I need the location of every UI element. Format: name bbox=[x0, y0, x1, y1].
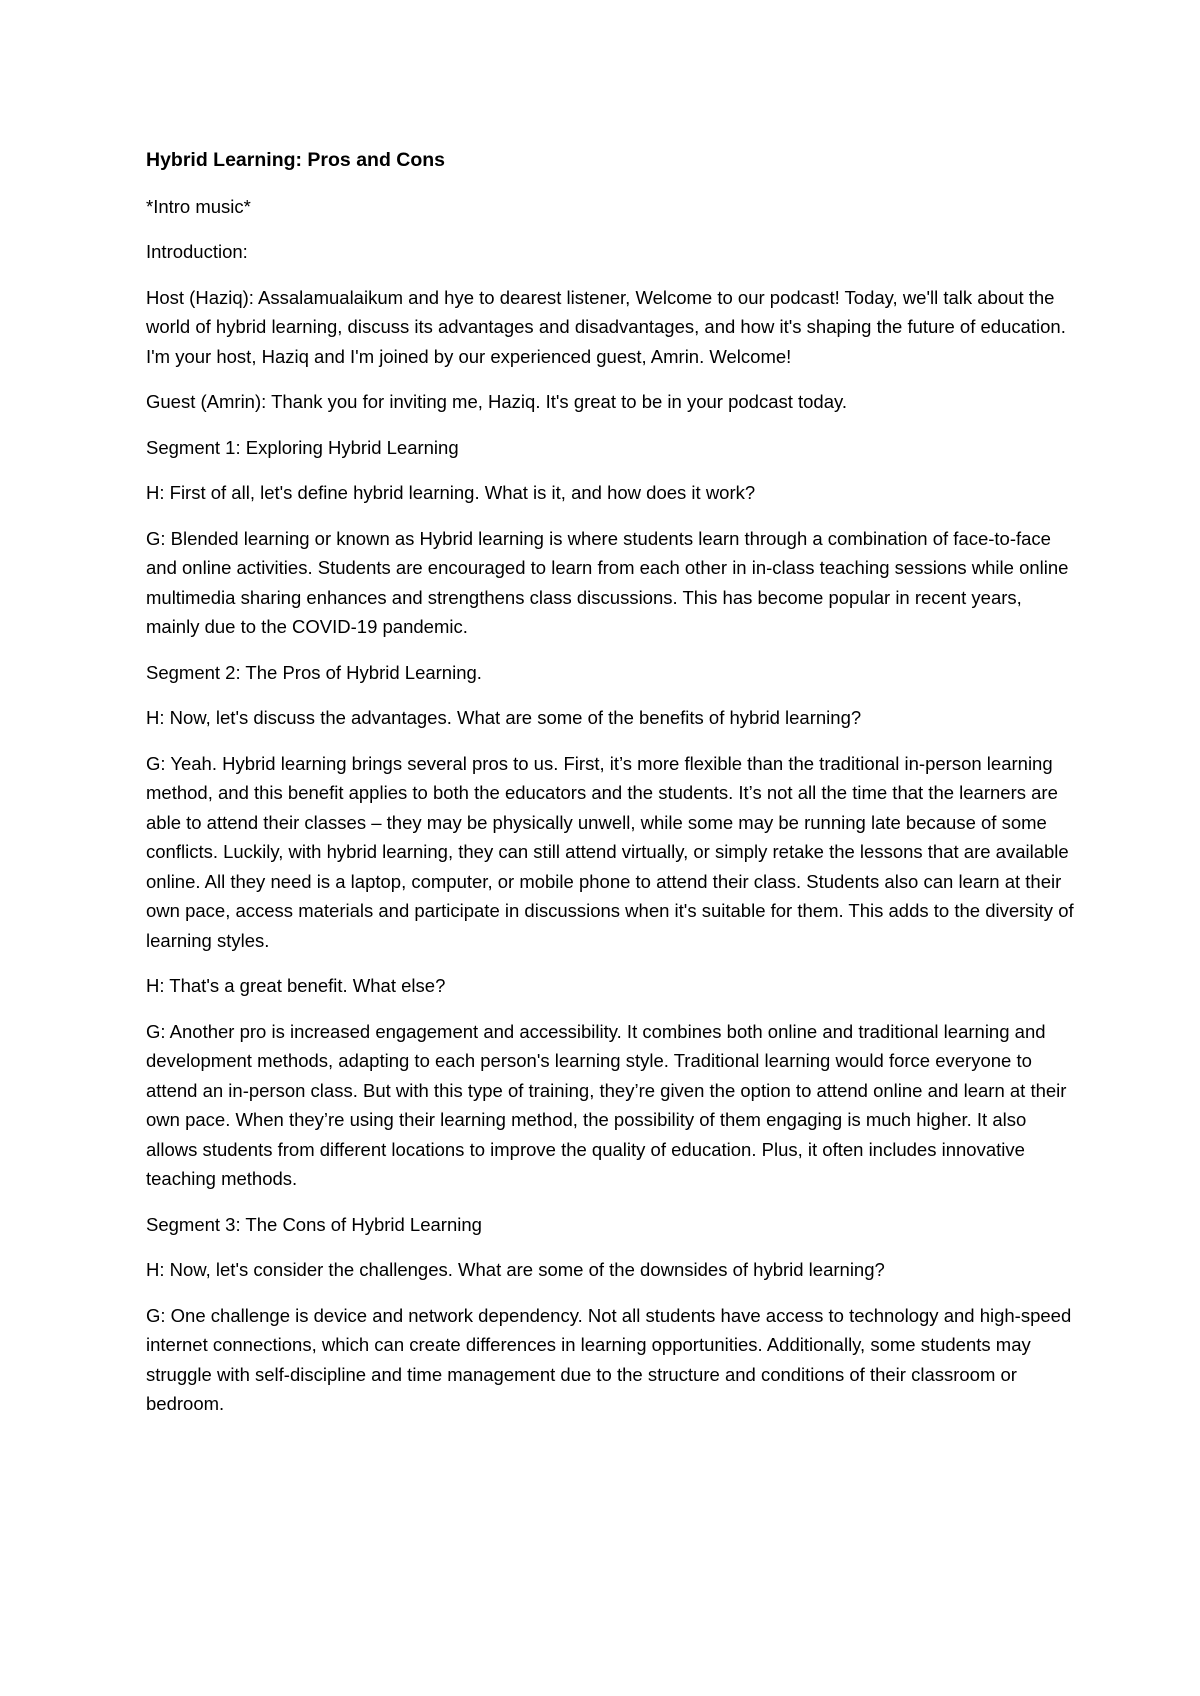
host-welcome-paragraph: Host (Haziq): Assalamualaikum and hye to dearest listener, Welcome to our podcast! Today, we'll talk about the world of hybrid learning, discuss its advantages and disadvantages, and how it's shaping the future of education. I'm your host, Haziq and I'm joined by our experienced guest, Amrin. Welcome! bbox=[146, 286, 1066, 367]
introduction-heading: Introduction: bbox=[146, 241, 248, 262]
guest-answer-challenges: G: One challenge is device and network dependency. Not all students have access to technology and high-speed internet connections, which can create differences in learning opportunities. Additionally, some students may struggle with self-discipline and time management due to the structure and conditions of their classroom or bedroom. bbox=[146, 1304, 1072, 1414]
guest-thanks-paragraph: Guest (Amrin): Thank you for inviting me, Haziq. It's great to be in your podcast today. bbox=[146, 391, 848, 412]
guest-answer-engagement: G: Another pro is increased engagement and accessibility. It combines both online and traditional learning and development methods, adapting to each person's learning style. Traditional learning would force everyone to attend an in-person class. But with this type of training, they’re given the option to attend online and learn at their own pace. When they’re using their learning method, the possibility of them engaging is much higher. It also allows students from different locations to improve the quality of education. Plus, it often includes innovative teaching methods. bbox=[146, 1020, 1067, 1189]
host-question-definition: H: First of all, let's define hybrid learning. What is it, and how does it work? bbox=[146, 482, 756, 503]
document-body bbox=[146, 146, 1076, 1435]
intro-music-note: *Intro music* bbox=[146, 195, 251, 217]
guest-answer-definition: G: Blended learning or known as Hybrid learning is where students learn through a combination of face-to-face and online activities. Students are encouraged to learn from each other in in-class teaching sessions while online multimedia sharing enhances and strengthens class discussions. This has become popular in recent years, mainly due to the COVID-19 pandemic. bbox=[146, 527, 1069, 637]
guest-answer-advantages: G: Yeah. Hybrid learning brings several pros to us. First, it’s more flexible than the traditional in-person learning method, and this benefit applies to both the educators and the students. It’s not all the time that the learners are able to attend their classes – they may be physically unwell, while some may be running late because of some conflicts. Luckily, with hybrid learning, they can still attend virtually, or simply retake the lessons that are available online. All they need is a laptop, computer, or mobile phone to attend their class. Students also can learn at their own pace, access materials and participate in discussions when it's suitable for them. This adds to the diversity of learning styles. bbox=[146, 752, 1074, 951]
host-question-advantages: H: Now, let's discuss the advantages. What are some of the benefits of hybrid learning? bbox=[146, 707, 862, 728]
host-followup-question: H: That's a great benefit. What else? bbox=[146, 975, 446, 996]
segment-2-heading: Segment 2: The Pros of Hybrid Learning. bbox=[146, 661, 482, 683]
document-title: Hybrid Learning: Pros and Cons bbox=[146, 149, 446, 171]
segment-1-heading: Segment 1: Exploring Hybrid Learning bbox=[146, 436, 459, 458]
segment-3-heading: Segment 3: The Cons of Hybrid Learning bbox=[146, 1213, 482, 1235]
host-question-challenges: H: Now, let's consider the challenges. What are some of the downsides of hybrid learning? bbox=[146, 1259, 885, 1280]
